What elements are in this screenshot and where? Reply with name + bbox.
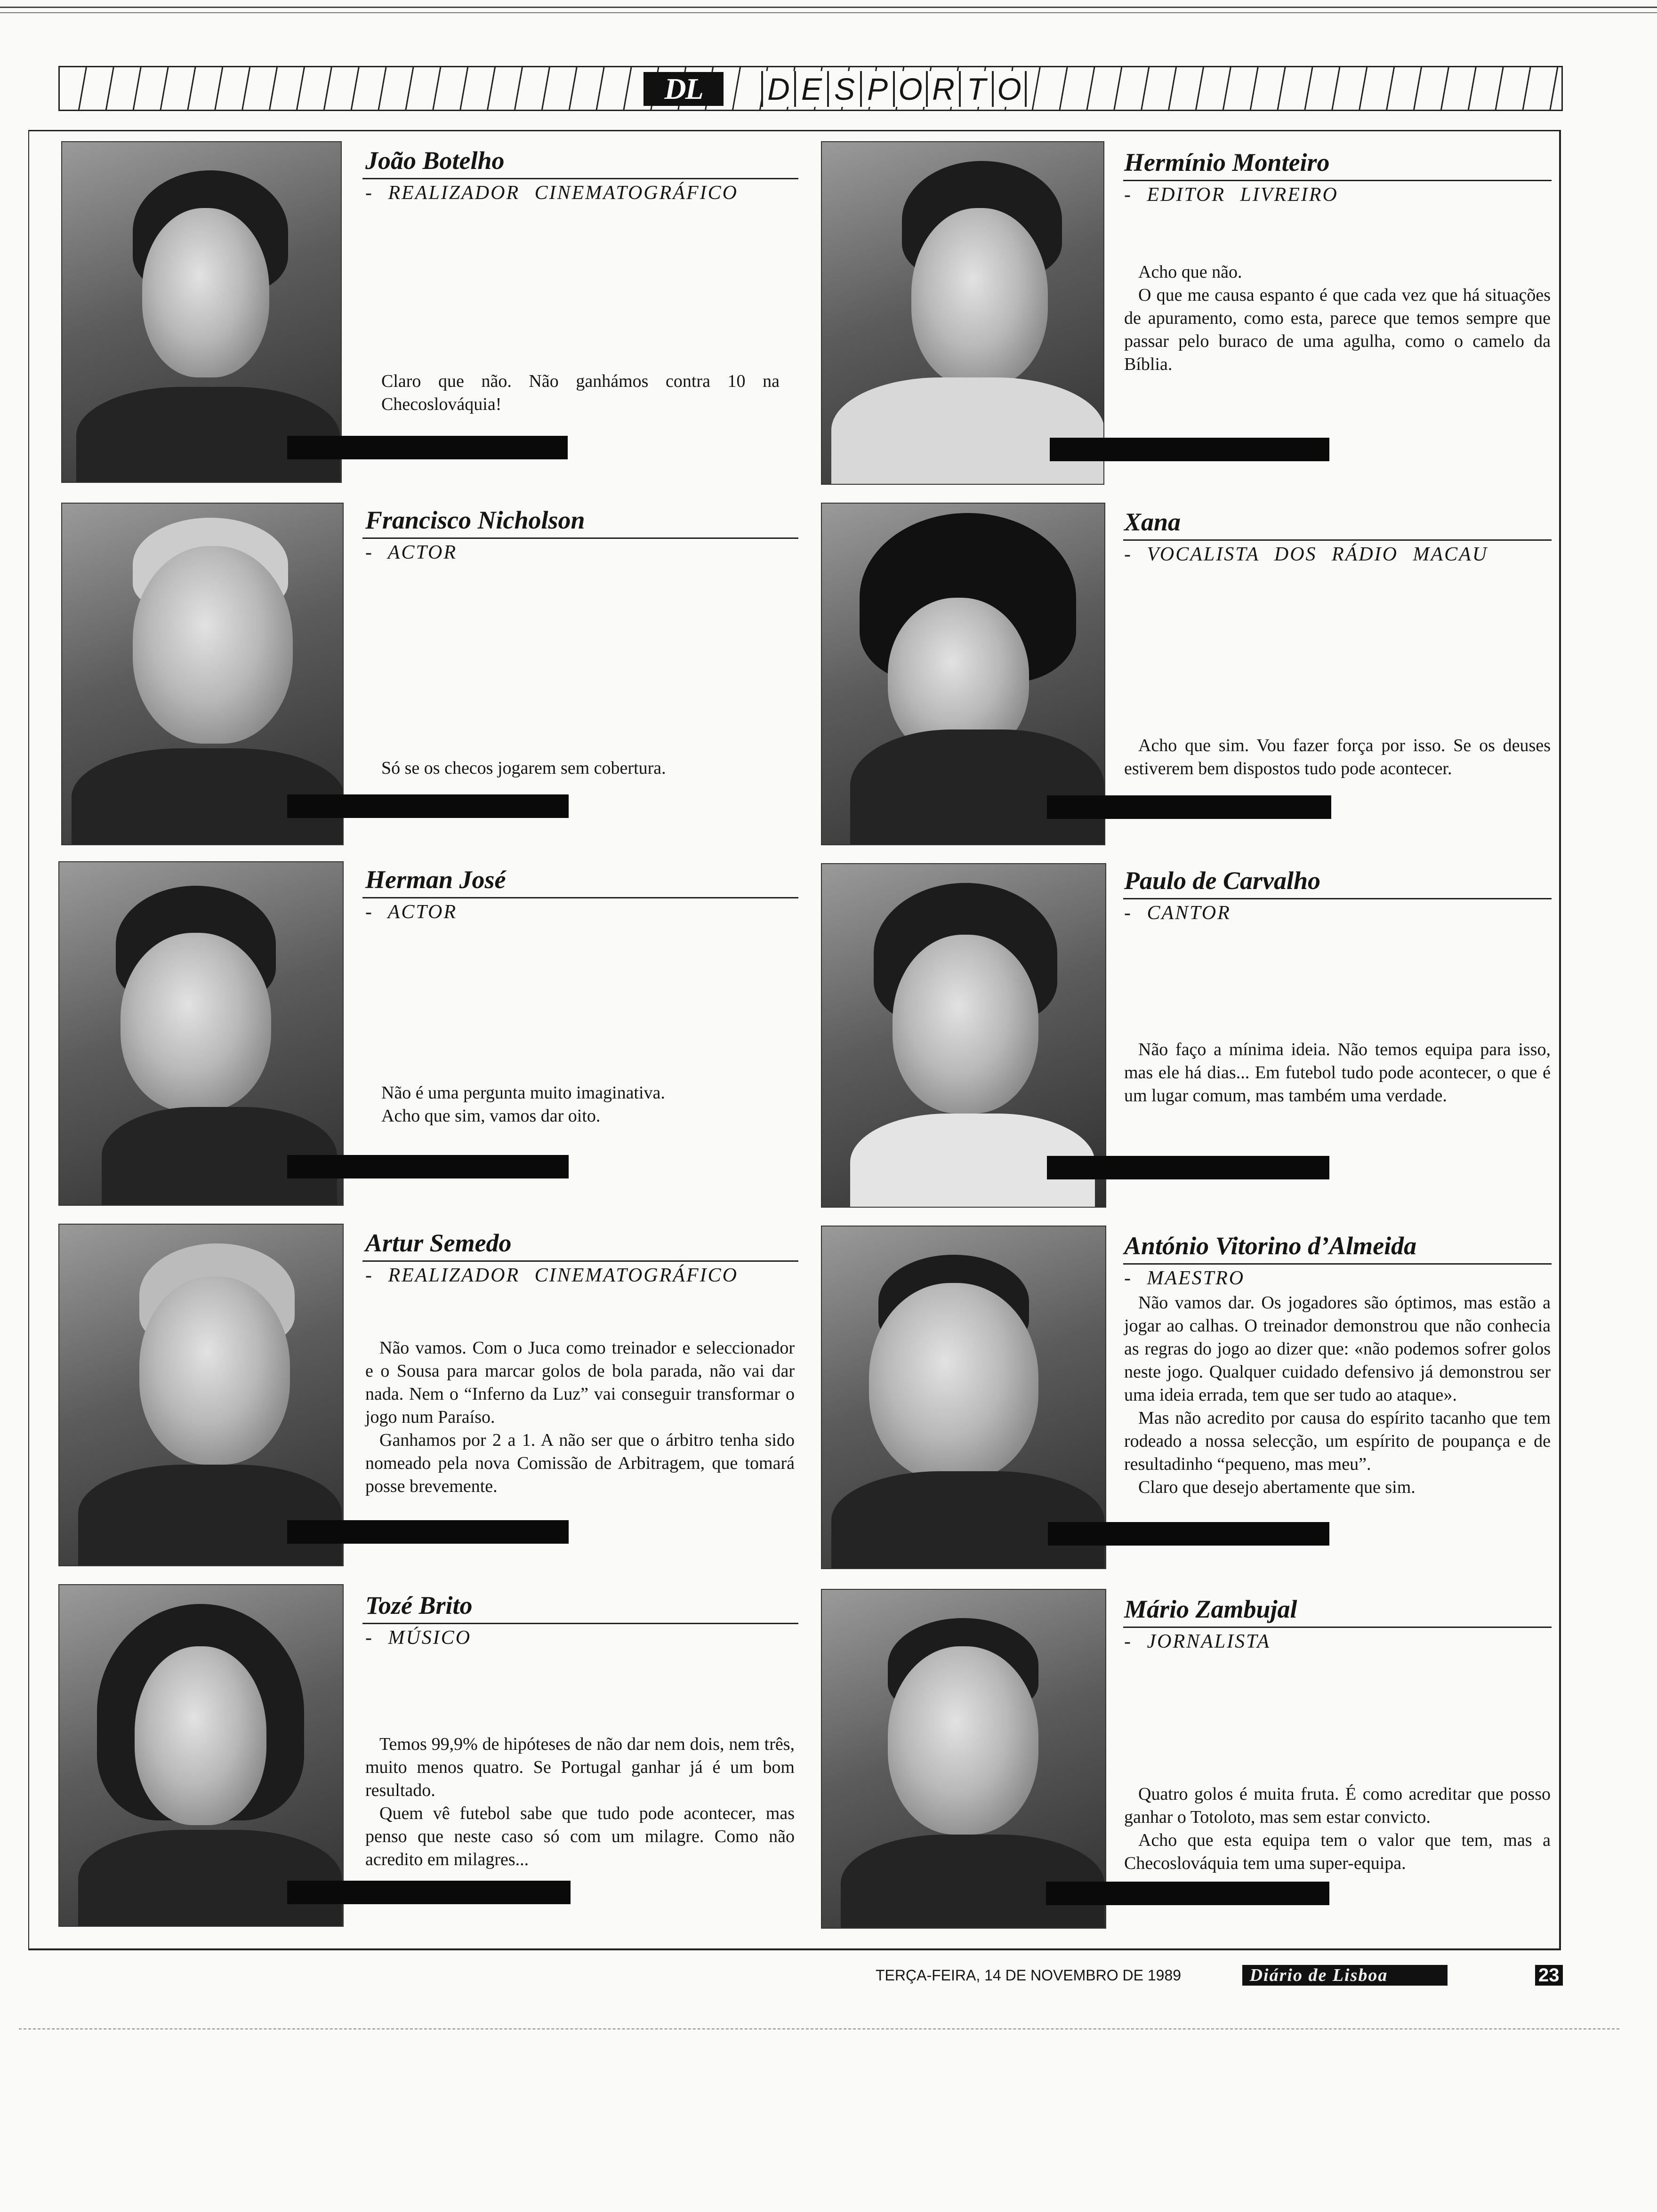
issue-date: TERÇA-FEIRA, 14 DE NOVEMBRO DE 1989: [876, 1966, 1182, 1984]
name-rule: [362, 897, 798, 898]
portrait-photo: [58, 861, 344, 1206]
person-role: - JORNALISTA: [1124, 1631, 1271, 1652]
portrait-photo: [61, 503, 344, 845]
person-name: Tozé Brito: [365, 1591, 473, 1619]
quote-text: [1124, 1783, 1551, 1875]
portrait-photo: [821, 141, 1104, 485]
quote-paragraph: Não faço a mínima ideia. Não temos equipa para isso, mas ele há dias... Em futebol tudo pode acontecer, o que é um lugar comum, mas também uma verdade.: [1124, 1040, 1551, 1106]
scan-edge-bottom: [19, 2028, 1619, 2029]
section-title: [761, 71, 1027, 107]
quote-paragraph: Quatro golos é muita fruta. É como acreditar que posso ganhar o Totoloto, mas sem estar convicto.: [1124, 1784, 1551, 1827]
section-header: [58, 66, 1563, 111]
quote-text: [381, 370, 780, 416]
quote-paragraph: Acho que esta equipa tem o valor que tem, mas a Checoslováquia tem uma super-equipa.: [1124, 1830, 1551, 1873]
quote-paragraph: Não vamos. Com o Juca como treinador e seleccionador e o Sousa para marcar golos de bola parada, não vai dar nada. Nem o “Inferno da Luz” vai conseguir transformar o jogo num Paraíso.: [365, 1338, 795, 1427]
section-letter: T: [959, 71, 992, 107]
person-name: Xana: [1124, 508, 1181, 536]
portrait-photo: [821, 1226, 1106, 1569]
quote-paragraph: Quem vê futebol sabe que tudo pode acontecer, mas penso que neste caso só com um milagre. Como não acredito em milagres...: [365, 1803, 795, 1869]
name-rule: [1123, 898, 1552, 899]
quote-paragraph: Claro que não. Não ganhámos contra 10 na Checoslováquia!: [381, 371, 780, 414]
name-rule: [362, 178, 798, 179]
quote-paragraph: Ganhamos por 2 a 1. A não ser que o árbitro tenha sido nomeado pela nova Comissão de Arbitragem, que tomará posse brevemente.: [365, 1430, 795, 1496]
person-role: - REALIZADOR CINEMATOGRÁFICO: [365, 182, 738, 204]
person-role: - ACTOR: [365, 542, 457, 563]
person-name: Paulo de Carvalho: [1124, 866, 1321, 895]
redaction-bar: [287, 1520, 569, 1544]
quote-text: [1124, 734, 1551, 780]
quote-paragraph: Claro que desejo abertamente que sim.: [1138, 1477, 1416, 1497]
quote-paragraph: Mas não acredito por causa do espírito tacanho que tem rodeado a nossa selecção, um espírito de poupança e de resultadinho “pequeno, mas meu”.: [1124, 1408, 1551, 1474]
portrait-photo: [58, 1584, 344, 1927]
redaction-bar: [1047, 1156, 1329, 1179]
person-name: Artur Semedo: [365, 1229, 512, 1257]
scan-edge-top: [0, 0, 1657, 8]
quote-paragraph: O que me causa espanto é que cada vez que há situações de apuramento, como esta, parece que temos sempre que passar pelo buraco de uma agulha, como o camelo da Bíblia.: [1124, 285, 1551, 374]
redaction-bar: [287, 794, 569, 818]
section-letter: O: [893, 71, 926, 107]
quote-paragraph: Não é uma pergunta muito imaginativa.: [381, 1083, 665, 1103]
portrait-photo: [58, 1224, 344, 1566]
name-rule: [1123, 180, 1552, 181]
page-footer: [876, 1964, 1563, 1986]
quote-text: [1124, 1291, 1551, 1499]
name-rule: [362, 1260, 798, 1262]
section-letter: O: [992, 71, 1027, 107]
person-name: Herman José: [365, 866, 506, 894]
quote-text: [1124, 1038, 1551, 1107]
section-letter: P: [860, 71, 893, 107]
person-role: - VOCALISTA DOS RÁDIO MACAU: [1124, 544, 1488, 565]
quote-text: [365, 1733, 795, 1871]
section-letter: S: [827, 71, 860, 107]
quote-paragraph: Acho que sim. Vou fazer força por isso. Se os deuses estiverem bem dispostos tudo pode acontecer.: [1124, 736, 1551, 778]
person-name: Hermínio Monteiro: [1124, 148, 1330, 176]
section-letter: D: [761, 71, 794, 107]
redaction-bar: [1047, 795, 1331, 819]
redaction-bar: [287, 1155, 569, 1178]
name-rule: [1123, 1627, 1552, 1628]
quote-text: [1124, 261, 1551, 376]
person-name: Francisco Nicholson: [365, 506, 585, 534]
redaction-bar: [1046, 1882, 1329, 1905]
person-role: - MAESTRO: [1124, 1267, 1245, 1289]
name-rule: [362, 537, 798, 539]
quote-text: [381, 1082, 780, 1128]
name-rule: [362, 1623, 798, 1624]
scan-edge-line: [0, 12, 1657, 13]
person-role: - EDITOR LIVREIRO: [1124, 184, 1338, 206]
person-name: António Vitorino d’Almeida: [1124, 1232, 1417, 1260]
quote-text: [365, 1337, 795, 1498]
newspaper-logo: DL: [643, 72, 724, 106]
name-rule: [1123, 539, 1552, 541]
name-rule: [1123, 1263, 1552, 1265]
quote-paragraph: Acho que não.: [1138, 262, 1242, 282]
portrait-photo: [61, 141, 342, 483]
quote-paragraph: Acho que sim, vamos dar oito.: [381, 1106, 601, 1126]
portrait-photo: [821, 503, 1105, 845]
redaction-bar: [1048, 1522, 1329, 1546]
person-role: - MÚSICO: [365, 1627, 472, 1649]
quote-paragraph: Só se os checos jogarem sem cobertura.: [381, 758, 666, 778]
person-name: Mário Zambujal: [1124, 1595, 1297, 1623]
portrait-photo: [821, 1589, 1106, 1929]
quote-paragraph: Não vamos dar. Os jogadores são óptimos, mas estão a jogar ao calhas. O treinador demonstrou que não conhecia as regras do jogo ao dizer que: «não podemos sofrer golos neste jogo. Qualquer cuidado defensivo já demonstrou ser uma ideia errada, tem que ser tudo ao ataque».: [1124, 1293, 1551, 1405]
redaction-bar: [287, 436, 568, 459]
person-role: - REALIZADOR CINEMATOGRÁFICO: [365, 1265, 738, 1286]
quote-text: [381, 757, 780, 780]
person-role: - ACTOR: [365, 901, 457, 923]
page-number: 23: [1535, 1965, 1563, 1986]
person-name: João Botelho: [365, 146, 505, 175]
section-letter: E: [794, 71, 827, 107]
newspaper-name: Diário de Lisboa: [1242, 1965, 1448, 1986]
redaction-bar: [287, 1881, 571, 1904]
section-letter: R: [926, 71, 959, 107]
person-role: - CANTOR: [1124, 902, 1231, 924]
redaction-bar: [1050, 438, 1329, 461]
quote-paragraph: Temos 99,9% de hipóteses de não dar nem dois, nem três, muito menos quatro. Se Portugal ganhar já é um bom resultado.: [365, 1734, 795, 1800]
